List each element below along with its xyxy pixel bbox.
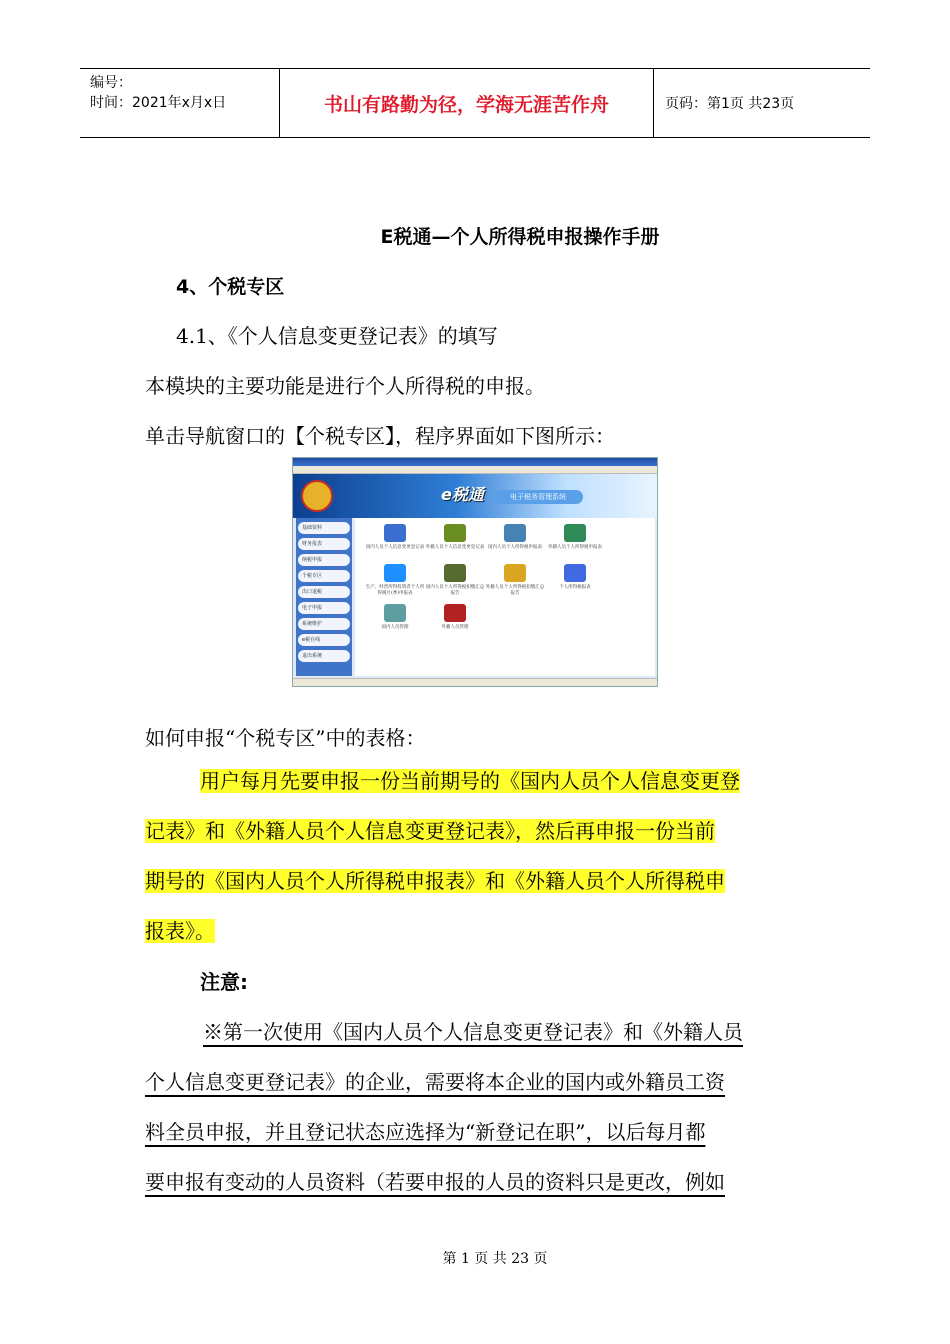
note-heading: 注意: (200, 970, 248, 994)
app-main-panel (355, 518, 655, 676)
app-function-icon (384, 604, 406, 622)
sidebar-item: 系统维护 (298, 618, 350, 630)
app-statusbar (293, 678, 657, 686)
app-function-icon (564, 524, 586, 542)
app-function-label: 国内人员个人所得税申报表 (488, 545, 542, 550)
app-function-icon (564, 564, 586, 582)
highlight-line: 报表》。 (145, 919, 215, 943)
app-function-icon (504, 524, 526, 542)
note-line: ※第一次使用《国内人员个人信息变更登记表》和《外籍人员 (203, 1020, 743, 1044)
number-label: 编号： (90, 75, 132, 91)
document-title: E税通—个人所得税申报操作手册 (380, 226, 660, 248)
app-system-name: 电子税务管理系统 (493, 490, 583, 504)
app-function-label: 外籍人员管理 (441, 625, 469, 630)
app-sidebar (296, 518, 352, 676)
app-function-label: 外籍人员个人信息变更登记表 (425, 545, 485, 550)
paragraph-instruction: 单击导航窗口的【个税专区】，程序界面如下图所示： (145, 424, 615, 448)
highlighted-instructions (145, 756, 805, 956)
sidebar-item: 个税专区 (298, 570, 350, 582)
sidebar-item: 基础资料 (298, 522, 350, 534)
app-function-label: 外籍人员个人所得税申报表 (548, 545, 602, 550)
sidebar-item: 退出系统 (298, 650, 350, 662)
note-line: 个人信息变更登记表》的企业，需要将本企业的国内或外籍员工资 (145, 1070, 725, 1094)
sidebar-item: 出口退税 (298, 586, 350, 598)
subsection-heading: 4.1、《个人信息变更登记表》的填写 (176, 324, 498, 348)
highlight-line: 记表》和《外籍人员个人信息变更登记表》，然后再申报一份当前 (145, 819, 715, 843)
paragraph-how-to: 如何申报“个税专区”中的表格： (145, 726, 426, 750)
app-brand: e税通 (441, 485, 484, 504)
app-screenshot (292, 457, 658, 687)
app-function-label: 国内人员个人所得税扣缴汇总报告 (425, 585, 485, 596)
app-function-label: 生产、经营所得投资者个人所得税月(季)申报表 (365, 585, 425, 596)
tax-logo-icon (301, 480, 333, 512)
header-table (80, 68, 870, 138)
app-function-icon (444, 564, 466, 582)
app-function-label: 外籍人员个人所得税扣缴汇总报告 (485, 585, 545, 596)
paragraph-intro: 本模块的主要功能是进行个人所得税的申报。 (145, 374, 545, 398)
app-function-label: 个人所得税报表 (559, 585, 591, 590)
app-banner (293, 474, 657, 518)
sidebar-item: 电子申报 (298, 602, 350, 614)
app-function-icon (504, 564, 526, 582)
app-function-icon (384, 564, 406, 582)
app-menubar (293, 466, 657, 474)
highlight-line: 用户每月先要申报一份当前期号的《国内人员个人信息变更登 (200, 769, 740, 793)
section-heading: 4、个税专区 (176, 276, 285, 298)
sidebar-item: e税在线 (298, 634, 350, 646)
page-footer: 第 1 页 共 23 页 (442, 1251, 548, 1267)
header-meta (80, 69, 280, 137)
sidebar-item: 财务报表 (298, 538, 350, 550)
app-function-icon (444, 604, 466, 622)
note-line: 料全员申报，并且登记状态应选择为“新登记在职”，以后每月都 (145, 1120, 706, 1144)
highlight-line: 期号的《国内人员个人所得税申报表》和《外籍人员个人所得税申 (145, 869, 725, 893)
time-label: 时间：2021年x月x日 (90, 95, 227, 111)
app-function-icon (384, 524, 406, 542)
note-line: 要申报有变动的人员资料（若要申报的人员的资料只是更改，例如 (145, 1170, 725, 1194)
header-page-label: 页码：第1页 共23页 (665, 96, 795, 112)
sidebar-item: 纳税申报 (298, 554, 350, 566)
app-function-icon (444, 524, 466, 542)
app-function-label: 国内人员个人信息变更登记表 (365, 545, 425, 550)
note-body (145, 1016, 807, 1216)
app-titlebar (293, 458, 657, 466)
app-function-label: 国内人员管理 (381, 625, 409, 630)
header-motto: 书山有路勤为径，学海无涯苦作舟 (280, 69, 654, 137)
